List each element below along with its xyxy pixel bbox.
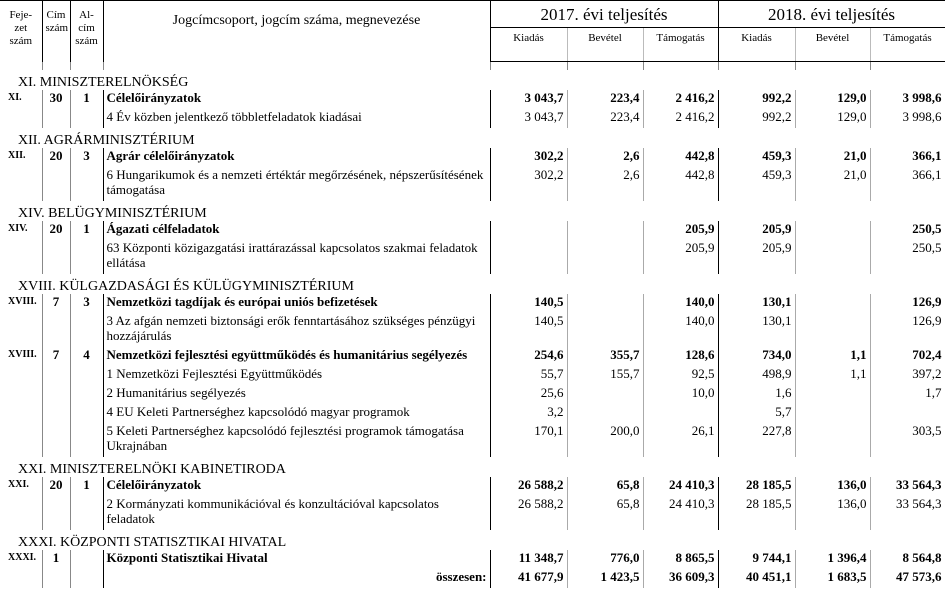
cim-cell [42,109,70,128]
kiadas-2018-cell: 205,9 [718,240,795,274]
name-cell: 6 Hungarikumok és a nemzeti értéktár megőrzésének, népszerűsítésének támogatása [103,167,490,201]
section-title: XXXI. KÖZPONTI STATISZTIKAI HIVATAL [18,535,287,550]
alcim-cell [70,109,103,128]
bevetel-2018-cell: 21,0 [795,148,870,167]
name-cell: 2 Humanitárius segélyezés [103,385,490,404]
col-header-tamogatas-2017: Támogatás [643,28,718,62]
bevetel-2017-cell: 223,4 [567,90,643,109]
bevetel-2018-cell: 136,0 [795,477,870,496]
alcim-cell: 3 [70,294,103,313]
item-row [0,423,945,457]
bevetel-2018-cell: 129,0 [795,90,870,109]
bevetel-2017-cell [567,313,643,347]
kiadas-2018-cell: 459,3 [718,167,795,201]
bevetel-2018-cell [795,240,870,274]
kiadas-2018-cell: 28 185,5 [718,496,795,530]
kiadas-2017-cell: 25,6 [490,385,567,404]
tamogatas-2017-cell: 10,0 [643,385,718,404]
group-row [0,477,945,496]
kiadas-2018-cell: 227,8 [718,423,795,457]
kiadas-2018-cell: 28 185,5 [718,477,795,496]
cim-cell [42,496,70,530]
tamogatas-2018-cell: 397,2 [870,366,945,385]
cim-cell [42,167,70,201]
fejezet-cell [0,496,42,530]
tamogatas-2017-cell: 140,0 [643,294,718,313]
name-cell: Nemzetközi tagdíjak és európai uniós befizetések [103,294,490,313]
tamogatas-2017-cell: 128,6 [643,347,718,366]
item-row [0,385,945,404]
kiadas-2017-cell: 254,6 [490,347,567,366]
kiadas-2018-cell: 992,2 [718,90,795,109]
col-header-fejezet: Feje- zet szám [0,1,42,62]
kiadas-2018-cell: 5,7 [718,404,795,423]
fejezet-cell: XIV. [8,223,28,234]
tamogatas-2018-cell: 3 998,6 [870,109,945,128]
bevetel-2018-cell [795,294,870,313]
name-cell: Agrár célelőirányzatok [103,148,490,167]
col-header-name: Jogcímcsoport, jogcím száma, megnevezése [103,1,490,62]
kiadas-2017-cell: 140,5 [490,294,567,313]
cim-cell: 30 [42,90,70,109]
group-row [0,294,945,313]
fejezet-cell: XXI. [8,479,29,490]
group-row [0,347,945,366]
name-cell: 63 Központi közigazgatási irattárazással kapcsolatos szakmai feladatok ellátása [103,240,490,274]
group-row [0,550,945,569]
item-row [0,366,945,385]
fejezet-cell [0,404,42,423]
bevetel-2018-cell: 136,0 [795,496,870,530]
tamogatas-2018-cell: 8 564,8 [870,550,945,569]
kiadas-2018-cell: 40 451,1 [718,569,795,588]
group-row [0,148,945,167]
bevetel-2017-cell: 223,4 [567,109,643,128]
item-row [0,313,945,347]
cim-cell [42,569,70,588]
tamogatas-2017-cell: 8 865,5 [643,550,718,569]
tamogatas-2018-cell: 33 564,3 [870,477,945,496]
kiadas-2018-cell: 130,1 [718,313,795,347]
year-header-2018: 2018. évi teljesítés [718,1,945,28]
group-row [0,90,945,109]
section-row [0,70,945,90]
alcim-cell [70,404,103,423]
bevetel-2017-cell: 2,6 [567,148,643,167]
cim-cell: 7 [42,347,70,366]
kiadas-2018-cell: 205,9 [718,221,795,240]
tamogatas-2018-cell: 366,1 [870,167,945,201]
kiadas-2017-cell: 55,7 [490,366,567,385]
cim-cell: 7 [42,294,70,313]
name-cell: 5 Keleti Partnerséghez kapcsolódó fejlesztési programok támogatása Ukrajnában [103,423,490,457]
tamogatas-2017-cell: 36 609,3 [643,569,718,588]
alcim-cell [70,167,103,201]
alcim-cell [70,385,103,404]
bevetel-2018-cell [795,385,870,404]
bevetel-2017-cell: 65,8 [567,496,643,530]
tamogatas-2018-cell: 126,9 [870,313,945,347]
total-row [0,569,945,588]
tamogatas-2018-cell: 126,9 [870,294,945,313]
alcim-cell [70,313,103,347]
cim-cell [42,240,70,274]
alcim-cell [70,569,103,588]
alcim-cell: 1 [70,90,103,109]
kiadas-2018-cell: 498,9 [718,366,795,385]
col-header-bevetel-2018: Bevétel [795,28,870,62]
bevetel-2018-cell [795,423,870,457]
tamogatas-2017-cell: 205,9 [643,221,718,240]
kiadas-2017-cell: 140,5 [490,313,567,347]
tamogatas-2018-cell: 250,5 [870,240,945,274]
tamogatas-2018-cell: 47 573,6 [870,569,945,588]
item-row [0,404,945,423]
col-header-alcim: Al- cím szám [70,1,103,62]
bevetel-2017-cell [567,221,643,240]
alcim-cell: 1 [70,477,103,496]
name-cell: Központi Statisztikai Hivatal [103,550,490,569]
cim-cell [42,404,70,423]
tamogatas-2017-cell: 140,0 [643,313,718,347]
fejezet-cell [0,167,42,201]
bevetel-2018-cell [795,404,870,423]
fejezet-cell [0,385,42,404]
year-header-2017: 2017. évi teljesítés [490,1,718,28]
section-title: XVIII. KÜLGAZDASÁGI ÉS KÜLÜGYMINISZTÉRIUM [18,279,354,294]
tamogatas-2018-cell: 366,1 [870,148,945,167]
section-title: XXI. MINISZTERELNÖKI KABINETIRODA [18,462,286,477]
kiadas-2017-cell [490,221,567,240]
kiadas-2017-cell: 302,2 [490,148,567,167]
section-row [0,457,945,477]
tamogatas-2018-cell: 250,5 [870,221,945,240]
fejezet-cell: XVIII. [8,296,37,307]
fejezet-cell [0,240,42,274]
fejezet-cell: XII. [8,150,26,161]
bevetel-2017-cell: 355,7 [567,347,643,366]
name-cell: Nemzetközi fejlesztési együttműködés és humanitárius segélyezés [103,347,490,366]
cim-cell: 20 [42,477,70,496]
tamogatas-2018-cell: 33 564,3 [870,496,945,530]
kiadas-2017-cell: 26 588,2 [490,477,567,496]
tamogatas-2018-cell: 1,7 [870,385,945,404]
tamogatas-2017-cell: 2 416,2 [643,90,718,109]
tamogatas-2017-cell: 24 410,3 [643,477,718,496]
tamogatas-2018-cell: 3 998,6 [870,90,945,109]
col-header-bevetel-2017: Bevétel [567,28,643,62]
col-header-cim: Cím szám [42,1,70,62]
name-cell: 4 EU Keleti Partnerséghez kapcsolódó magyar programok [103,404,490,423]
fejezet-cell [0,313,42,347]
tamogatas-2017-cell: 442,8 [643,148,718,167]
col-header-tamogatas-2018: Támogatás [870,28,945,62]
cim-cell [42,423,70,457]
cim-cell [42,385,70,404]
bevetel-2017-cell: 776,0 [567,550,643,569]
kiadas-2018-cell: 459,3 [718,148,795,167]
section-row [0,530,945,550]
tamogatas-2017-cell: 92,5 [643,366,718,385]
bevetel-2018-cell: 1 683,5 [795,569,870,588]
name-cell: Ágazati célfeladatok [103,221,490,240]
section-title: XII. AGRÁRMINISZTÉRIUM [18,133,195,148]
tamogatas-2018-cell: 303,5 [870,423,945,457]
bevetel-2017-cell [567,385,643,404]
tamogatas-2017-cell: 26,1 [643,423,718,457]
tamogatas-2018-cell [870,404,945,423]
alcim-cell [70,366,103,385]
section-title: XI. MINISZTERELNÖKSÉG [18,75,189,90]
section-title: XIV. BELÜGYMINISZTÉRIUM [18,206,207,221]
kiadas-2017-cell [490,240,567,274]
fejezet-cell: XI. [8,92,22,103]
tamogatas-2017-cell: 205,9 [643,240,718,274]
name-cell: összesen: [103,569,490,588]
kiadas-2017-cell: 302,2 [490,167,567,201]
bevetel-2017-cell: 2,6 [567,167,643,201]
section-row [0,128,945,148]
tamogatas-2018-cell: 702,4 [870,347,945,366]
alcim-cell [70,496,103,530]
kiadas-2017-cell: 3,2 [490,404,567,423]
fejezet-cell: XVIII. [8,349,37,360]
cim-cell [42,313,70,347]
kiadas-2017-cell: 3 043,7 [490,109,567,128]
kiadas-2017-cell: 26 588,2 [490,496,567,530]
tamogatas-2017-cell [643,404,718,423]
cim-cell: 20 [42,221,70,240]
col-header-kiadas-2018: Kiadás [718,28,795,62]
kiadas-2017-cell: 3 043,7 [490,90,567,109]
tamogatas-2017-cell: 24 410,3 [643,496,718,530]
name-cell: 3 Az afgán nemzeti biztonsági erők fenntartásához szükséges pénzügyi hozzájárulás [103,313,490,347]
kiadas-2017-cell: 41 677,9 [490,569,567,588]
bevetel-2018-cell [795,221,870,240]
kiadas-2017-cell: 170,1 [490,423,567,457]
kiadas-2017-cell: 11 348,7 [490,550,567,569]
kiadas-2018-cell: 9 744,1 [718,550,795,569]
group-row [0,221,945,240]
item-row [0,496,945,530]
cim-cell: 1 [42,550,70,569]
bevetel-2018-cell: 1,1 [795,366,870,385]
bevetel-2017-cell [567,404,643,423]
fejezet-cell [0,366,42,385]
section-row [0,274,945,294]
name-cell: 2 Kormányzati kommunikációval és konzultációval kapcsolatos feladatok [103,496,490,530]
bevetel-2017-cell: 200,0 [567,423,643,457]
alcim-cell [70,550,103,569]
bevetel-2018-cell: 1,1 [795,347,870,366]
bevetel-2017-cell [567,240,643,274]
kiadas-2018-cell: 130,1 [718,294,795,313]
bevetel-2018-cell: 21,0 [795,167,870,201]
item-row [0,240,945,274]
cim-cell [42,366,70,385]
alcim-cell: 4 [70,347,103,366]
fejezet-cell [0,109,42,128]
tamogatas-2017-cell: 2 416,2 [643,109,718,128]
alcim-cell [70,423,103,457]
fejezet-cell [0,423,42,457]
name-cell: Célelőirányzatok [103,477,490,496]
tamogatas-2017-cell: 442,8 [643,167,718,201]
item-row [0,167,945,201]
name-cell: Célelőirányzatok [103,90,490,109]
kiadas-2018-cell: 734,0 [718,347,795,366]
bevetel-2018-cell [795,313,870,347]
section-row [0,201,945,221]
fejezet-cell [0,569,42,588]
fejezet-cell: XXXI. [8,552,37,563]
bevetel-2017-cell: 1 423,5 [567,569,643,588]
col-header-kiadas-2017: Kiadás [490,28,567,62]
bevetel-2018-cell: 129,0 [795,109,870,128]
name-cell: 4 Év közben jelentkező többletfeladatok kiadásai [103,109,490,128]
cim-cell: 20 [42,148,70,167]
alcim-cell: 3 [70,148,103,167]
kiadas-2018-cell: 992,2 [718,109,795,128]
bevetel-2017-cell [567,294,643,313]
bevetel-2018-cell: 1 396,4 [795,550,870,569]
alcim-cell [70,240,103,274]
kiadas-2018-cell: 1,6 [718,385,795,404]
bevetel-2017-cell: 155,7 [567,366,643,385]
bevetel-2017-cell: 65,8 [567,477,643,496]
alcim-cell: 1 [70,221,103,240]
name-cell: 1 Nemzetközi Fejlesztési Együttműködés [103,366,490,385]
item-row [0,109,945,128]
